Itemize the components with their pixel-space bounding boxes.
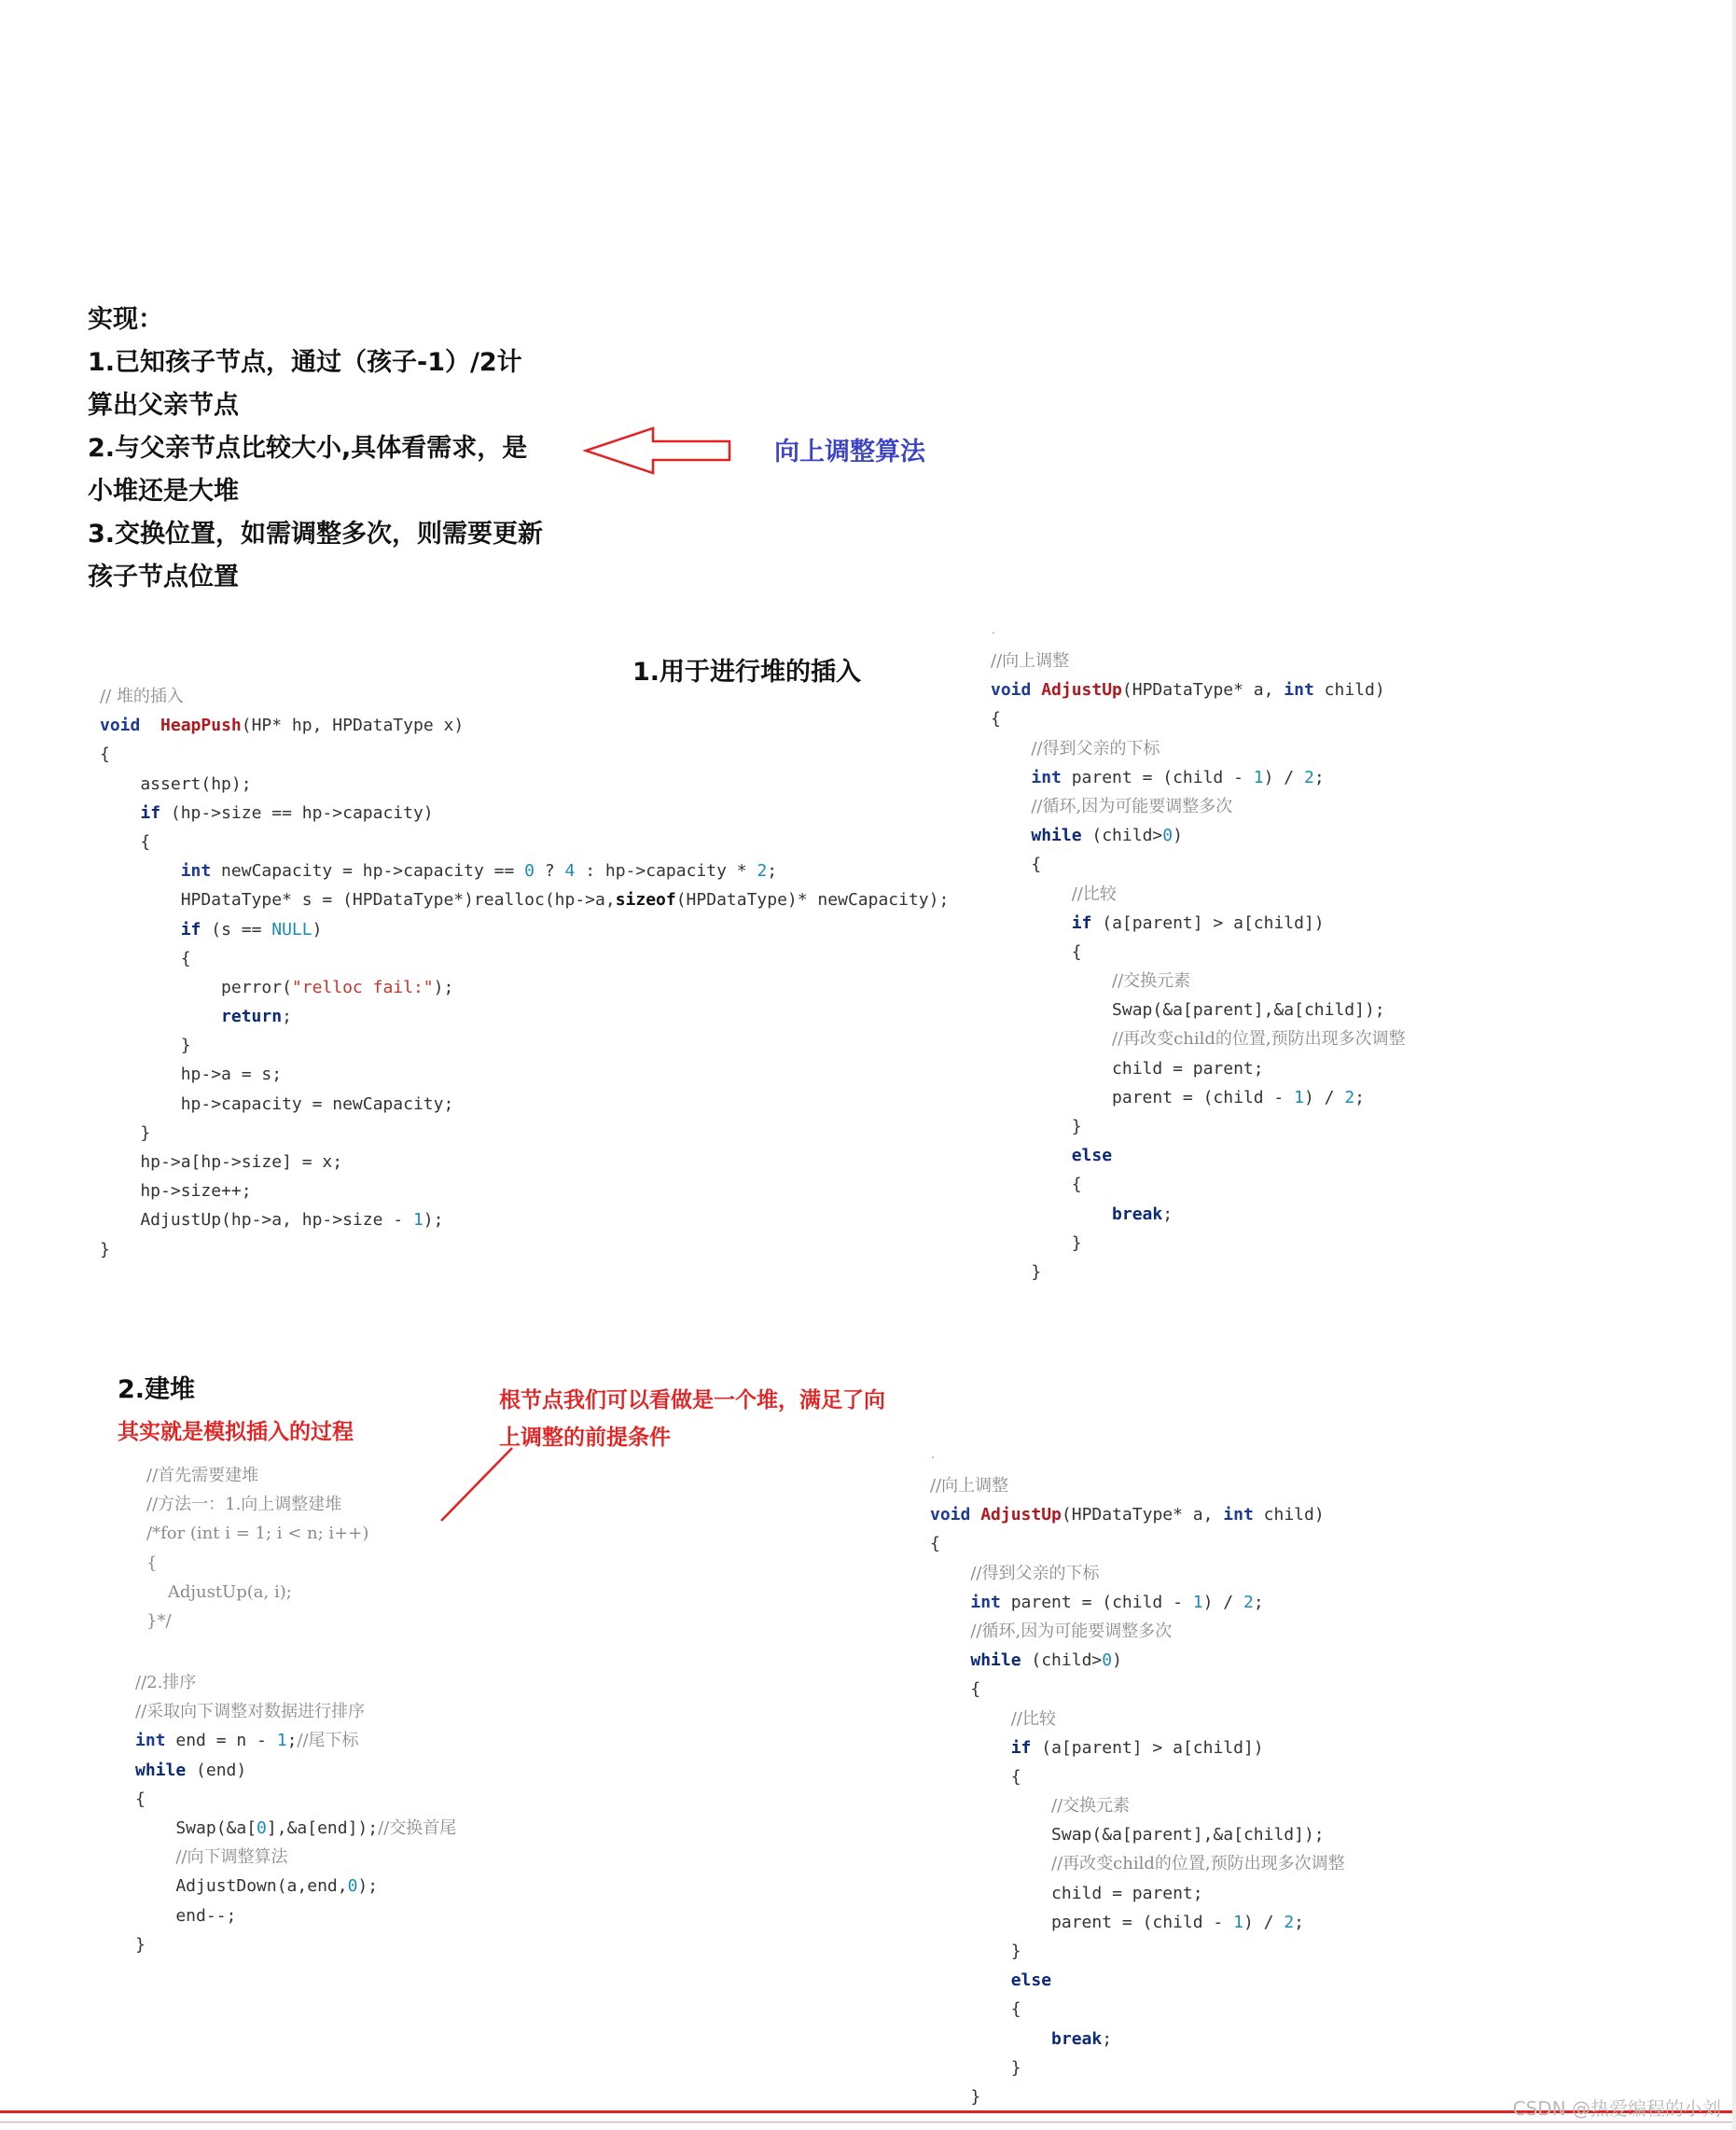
note-line: 根节点我们可以看做是一个堆，满足了向 xyxy=(499,1388,885,1413)
code-line: } xyxy=(930,1942,1021,1961)
code-line: if (s == NULL) xyxy=(180,919,323,940)
code-line: //再改变child的位置,预防出现多次调整 xyxy=(1051,1854,1345,1874)
code-adjust-up-2 xyxy=(930,1471,1345,2111)
left-arrow-icon xyxy=(578,425,737,477)
code-line: { xyxy=(930,1766,1021,1787)
code-line: HPDataType* s = (HPDataType*)realloc(hp->a,sizeof(HPDataType)* newCapacity); xyxy=(100,890,950,911)
code-line: //比较 xyxy=(1010,1708,1056,1729)
dot-mark: . xyxy=(992,623,995,636)
code-line: { xyxy=(991,709,1001,730)
code-line: AdjustUp(hp->a, hp->size - 1); xyxy=(100,1210,444,1231)
code-line: void HeapPush(HP* hp, HPDataType x) xyxy=(100,716,465,736)
code-line: return; xyxy=(221,1007,292,1027)
code-adjust-up xyxy=(991,647,1406,1287)
code-line: } xyxy=(930,2057,1021,2078)
code-line: // 堆的插入 xyxy=(100,687,184,706)
code-line: //得到父亲的下标 xyxy=(1031,738,1160,759)
code-line: parent = (child - 1) / 2; xyxy=(930,1912,1304,1932)
code-line: //得到父亲的下标 xyxy=(970,1563,1100,1583)
intro-line: 小堆还是大堆 xyxy=(88,477,239,506)
code-line: { xyxy=(930,1999,1021,2020)
code-line: } xyxy=(991,1117,1082,1136)
code-line: child = parent; xyxy=(991,1058,1264,1079)
arrow-label: 向上调整算法 xyxy=(774,438,925,466)
code-line: Swap(&a[parent],&a[child]); xyxy=(930,1825,1325,1845)
code-line: //向上调整 xyxy=(991,651,1070,671)
code-line: } xyxy=(991,1232,1082,1253)
code-line: break; xyxy=(1112,1204,1174,1224)
code-line: int newCapacity = hp->capacity == 0 ? 4 : hp->capacity * 2; xyxy=(180,861,778,882)
code-line: child = parent; xyxy=(930,1883,1203,1903)
code-line: int parent = (child - 1) / 2; xyxy=(1031,767,1325,787)
code-line: } xyxy=(100,1122,151,1143)
code-line: { xyxy=(991,1175,1082,1195)
intro-line: 2.与父亲节点比较大小,具体看需求，是 xyxy=(88,434,528,463)
code-line: //首先需要建堆 xyxy=(146,1466,259,1485)
code-line: { xyxy=(100,745,110,765)
code-line: //再改变child的位置,预防出现多次调整 xyxy=(1112,1029,1406,1050)
code-line: //方法一：1.向上调整建堆 xyxy=(146,1495,342,1515)
code-line: hp->size++; xyxy=(100,1181,252,1202)
code-line: }*/ xyxy=(146,1610,172,1631)
code-line: { xyxy=(930,1679,981,1700)
section1-title: 1.用于进行堆的插入 xyxy=(632,658,862,687)
code-line: end--; xyxy=(135,1905,237,1926)
code-line: perror("relloc fail:"); xyxy=(100,977,454,997)
watermark: CSDN @热爱编程的小刘 xyxy=(1512,2097,1721,2120)
intro-line: 1.已知孩子节点，通过（孩子-1）/2计 xyxy=(88,348,522,377)
code-line: break; xyxy=(1051,2028,1113,2049)
code-line: { xyxy=(100,948,191,968)
code-line: else xyxy=(1010,1970,1052,1991)
code-line: { xyxy=(100,831,151,852)
code-line: { xyxy=(930,1534,940,1554)
code-line: //交换元素 xyxy=(1112,971,1191,992)
bottom-divider xyxy=(0,2122,1736,2123)
section2-subtitle: 其实就是模拟插入的过程 xyxy=(118,1420,354,1444)
code-line: { xyxy=(135,1789,146,1809)
code-line: if (a[parent] > a[child]) xyxy=(1071,912,1325,933)
code-line: if (hp->size == hp->capacity) xyxy=(140,802,434,823)
code-line: while (child>0) xyxy=(1031,826,1183,846)
intro-line: 3.交换位置，如需调整多次，则需要更新 xyxy=(88,520,544,549)
code-line: //循环,因为可能要调整多次 xyxy=(1031,796,1233,816)
code-line: else xyxy=(1071,1146,1113,1166)
code-line: void AdjustUp(HPDataType* a, int child) xyxy=(991,680,1385,701)
code-line: while (end) xyxy=(135,1760,247,1780)
right-border xyxy=(1732,0,1736,2130)
code-line: AdjustDown(a,end,0); xyxy=(135,1876,379,1897)
code-line: /*for (int i = 1; i < n; i++) xyxy=(146,1524,369,1544)
code-line: hp->a = s; xyxy=(100,1065,283,1085)
code-line: if (a[parent] > a[child]) xyxy=(1010,1737,1264,1758)
code-line: Swap(&a[0],&a[end]);//交换首尾 xyxy=(135,1817,457,1838)
code-line: { xyxy=(991,941,1082,962)
code-heap-push xyxy=(100,682,949,1264)
code-line: //采取向下调整对数据进行排序 xyxy=(135,1702,366,1722)
code-line: AdjustUp(a, i); xyxy=(146,1581,292,1602)
code-line: parent = (child - 1) / 2; xyxy=(991,1087,1365,1107)
code-line: } xyxy=(930,2086,981,2107)
intro-line: 孩子节点位置 xyxy=(88,563,239,592)
code-line: //向下调整算法 xyxy=(175,1847,288,1868)
note-line: 上调整的前提条件 xyxy=(499,1426,671,1450)
intro-line: 实现： xyxy=(88,305,163,334)
intro-block xyxy=(88,299,543,599)
code-line: } xyxy=(100,1036,191,1056)
code-line: int parent = (child - 1) / 2; xyxy=(970,1592,1264,1612)
section2-title: 2.建堆 xyxy=(118,1375,196,1404)
code-line: } xyxy=(991,1261,1042,1282)
code-build-heap xyxy=(146,1461,368,1636)
bottom-divider xyxy=(0,2110,1736,2113)
code-line: Swap(&a[parent],&a[child]); xyxy=(991,1000,1385,1021)
code-line: { xyxy=(146,1552,158,1573)
code-line: } xyxy=(100,1239,110,1260)
code-line: hp->capacity = newCapacity; xyxy=(100,1093,454,1114)
code-line: //2.排序 xyxy=(135,1673,197,1692)
code-line: //交换元素 xyxy=(1051,1796,1131,1817)
code-line: { xyxy=(991,855,1042,875)
code-line: //比较 xyxy=(1071,884,1117,904)
code-line: //循环,因为可能要调整多次 xyxy=(970,1621,1173,1641)
dot-mark: . xyxy=(931,1448,935,1461)
code-line: assert(hp); xyxy=(100,773,252,794)
intro-line: 算出父亲节点 xyxy=(88,391,239,420)
code-line: //向上调整 xyxy=(930,1476,1009,1496)
code-line: hp->a[hp->size] = x; xyxy=(100,1152,343,1172)
code-sort xyxy=(135,1668,456,1959)
code-line: while (child>0) xyxy=(970,1650,1122,1671)
code-line: } xyxy=(135,1934,146,1955)
pointer-line xyxy=(435,1444,519,1524)
code-line: void AdjustUp(HPDataType* a, int child) xyxy=(930,1505,1325,1525)
code-line: int end = n - 1;//尾下标 xyxy=(135,1731,359,1751)
